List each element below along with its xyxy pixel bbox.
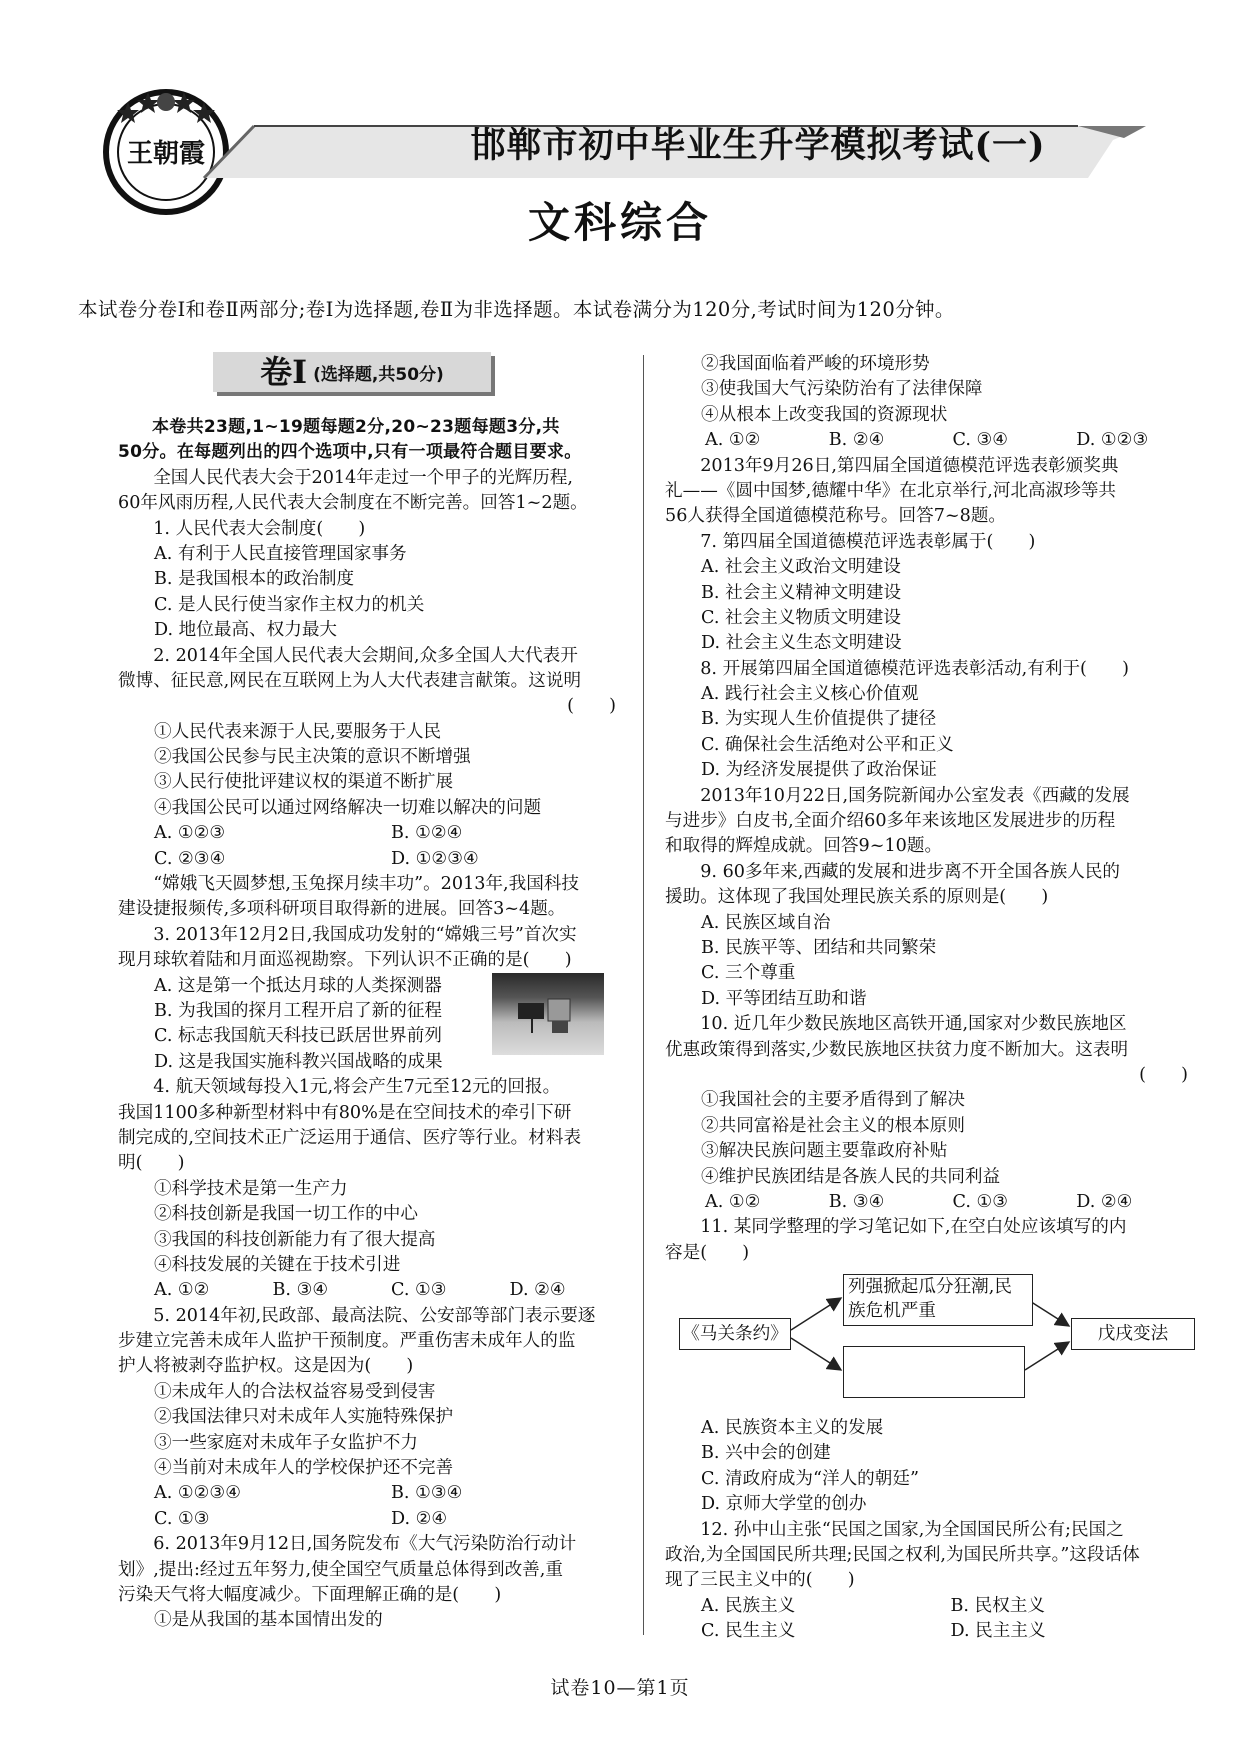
flow-box-blank [843, 1346, 1025, 1398]
option: D. 地位最高、权力最大 [154, 620, 338, 641]
subject-title: 文科综合 [527, 198, 712, 247]
passage-line: “嫦娥飞天圆梦想,玉兔探月续丰功”。2013年,我国科技 [153, 874, 580, 895]
exam-intro: 本试卷分卷Ⅰ和卷Ⅱ两部分;卷Ⅰ为选择题,卷Ⅱ为非选择题。本试卷满分为120分,考试时间为120分钟。 [78, 298, 955, 321]
flow-diagram [665, 1270, 1200, 1410]
statement: ①科学技术是第一生产力 [154, 1178, 348, 1199]
option: C. 标志我国航天科技已跃居世界前列 [154, 1026, 442, 1047]
option: C. ①③ [154, 1508, 210, 1529]
passage-line: 2013年10月22日,国务院新闻办公室发表《西藏的发展 [700, 785, 1130, 806]
option: D. ①②③④ [391, 848, 479, 869]
option: A. ①②③④ [154, 1483, 241, 1504]
option: C. 三个尊重 [701, 963, 796, 984]
statement: ②我国面临着严峻的环境形势 [701, 354, 930, 374]
option-row [665, 1619, 1200, 1644]
statement: ②科技创新是我国一切工作的中心 [154, 1204, 418, 1225]
statement: ④我国公民可以通过网络解决一切难以解决的问题 [154, 797, 542, 818]
option: D. 社会主义生态文明建设 [701, 633, 902, 654]
question-12-stem: 现了三民主义中的( ) [665, 1570, 855, 1591]
option: A. ①②③ [154, 823, 226, 844]
question-3-stem: 3. 2013年12月2日,我国成功发射的“嫦娥三号”首次实 [153, 924, 577, 945]
option-row [118, 1278, 628, 1303]
statement: ③人民行使批评建议权的渠道不断扩展 [154, 772, 454, 793]
statement: ④维护民族团结是各族人民的共同利益 [701, 1166, 1001, 1187]
option: A. 社会主义政治文明建设 [701, 557, 901, 578]
question-2-stem: 微博、征民意,网民在互联网上为人大代表建言献策。这说明 [118, 670, 582, 691]
option: C. ①③ [952, 1191, 1009, 1212]
option-row [118, 821, 628, 846]
logo-text: 王朝霞 [126, 139, 206, 169]
question-12-stem: 政治,为全国国民所共理;民国之权利,为国民所共享。”这段话体 [665, 1545, 1140, 1566]
option-row [118, 847, 628, 872]
option: A. 有利于人民直接管理国家事务 [154, 543, 407, 564]
statement: ③我国的科技创新能力有了很大提高 [154, 1229, 436, 1250]
question-10-stem: 10. 近几年少数民族地区高铁开通,国家对少数民族地区 [700, 1014, 1127, 1035]
passage-line: 全国人民代表大会于2014年走过一个甲子的光辉历程, [153, 467, 574, 488]
flow-box-treaty: 《马关条约》 [679, 1318, 791, 1350]
statement: ④当前对未成年人的学校保护还不完善 [154, 1458, 454, 1479]
option: C. ③④ [952, 430, 1009, 451]
option: C. 是人民行使当家作主权力的机关 [154, 594, 425, 615]
option: B. ③④ [828, 1191, 885, 1212]
section-badge [213, 352, 491, 392]
page-footer: 试卷10—第1页 [550, 1677, 690, 1699]
option: D. 民主主义 [950, 1621, 1046, 1642]
option: B. ①③④ [391, 1483, 463, 1504]
option: A. ①② [154, 1280, 210, 1301]
question-6-stem: 划》,提出:经过五年努力,使全国空气质量总体得到改善,重 [118, 1559, 563, 1580]
question-4-stem: 我国1100多种新型材料中有80%是在空间技术的牵引下研 [118, 1102, 572, 1123]
option: B. 是我国根本的政治制度 [154, 569, 355, 590]
option: C. 民生主义 [701, 1621, 796, 1642]
option: D. 为经济发展提供了政治保证 [701, 760, 937, 781]
option: A. 民族资本主义的发展 [701, 1418, 884, 1439]
option: D. ②④ [1076, 1191, 1133, 1212]
answer-paren: ( ) [1139, 1064, 1188, 1085]
right-column [665, 352, 1200, 1645]
question-8-stem: 8. 开展第四届全国道德模范评选表彰活动,有利于( ) [700, 658, 1129, 679]
option: A. 民族区域自治 [701, 912, 831, 933]
statement: ②我国法律只对未成年人实施特殊保护 [154, 1407, 454, 1428]
option: B. 民族平等、团结和共同繁荣 [701, 937, 937, 958]
question-5-stem: 步建立完善未成年人监护干预制度。严重伤害未成年人的监 [118, 1331, 576, 1352]
option: B. ③④ [272, 1280, 329, 1301]
option: D. ①②③ [1076, 430, 1149, 451]
passage-line: 礼——《圆中国梦,德耀中华》在北京举行,河北高淑珍等共 [665, 480, 1117, 501]
passage-line: 2013年9月26日,第四届全国道德模范评选表彰颁奖典 [700, 455, 1119, 476]
option: B. 为实现人生价值提供了捷径 [701, 709, 937, 730]
question-6-stem: 污染天气将大幅度减少。下面理解正确的是( ) [118, 1584, 502, 1605]
question-9-stem: 9. 60多年来,西藏的发展和进步离不开全国各族人民的 [700, 861, 1121, 882]
statement: ④从根本上改变我国的资源现状 [701, 404, 948, 425]
section-title: 卷Ⅰ [260, 353, 308, 391]
option: A. 民族主义 [701, 1595, 796, 1616]
question-11-stem: 容是( ) [665, 1242, 750, 1263]
option: A. 这是第一个抵达月球的人类探测器 [154, 975, 442, 996]
option: C. 社会主义物质文明建设 [701, 607, 901, 628]
option: A. 践行社会主义核心价值观 [701, 684, 919, 705]
passage-line: 56人获得全国道德模范称号。回答7~8题。 [665, 506, 1007, 527]
statement: ①人民代表来源于人民,要服务于人民 [154, 721, 442, 742]
option: B. 民权主义 [950, 1595, 1045, 1616]
option: C. 清政府成为“洋人的朝廷” [701, 1468, 919, 1489]
option-row [665, 1190, 1200, 1215]
statement: ①我国社会的主要矛盾得到了解决 [701, 1090, 965, 1111]
option: D. 平等团结互助和谐 [701, 988, 867, 1009]
instruction-line: 50分。在每题列出的四个选项中,只有一项最符合题目要求。 [118, 442, 582, 463]
option: C. 确保社会生活绝对公平和正义 [701, 734, 954, 755]
option: D. ②④ [391, 1508, 448, 1529]
option-row [118, 1507, 628, 1532]
question-5-stem: 5. 2014年初,民政部、最高法院、公安部等部门表示要逐 [153, 1305, 596, 1326]
statement: ②共同富裕是社会主义的根本原则 [701, 1115, 965, 1136]
answer-paren: ( ) [567, 696, 616, 717]
option: D. 这是我国实施科教兴国战略的成果 [154, 1051, 443, 1072]
question-6-stem: 6. 2013年9月12日,国务院发布《大气污染防治行动计 [153, 1534, 577, 1555]
section-subtitle: (选择题,共50分) [313, 364, 444, 385]
option: A. ①② [705, 430, 761, 451]
instruction-line: 本卷共23题,1~19题每题2分,20~23题每题3分,共 [152, 417, 560, 437]
statement: ③解决民族问题主要靠政府补贴 [701, 1141, 948, 1162]
question-7-stem: 7. 第四届全国道德模范评选表彰属于( ) [700, 531, 1036, 552]
option: C. ①③ [391, 1280, 447, 1301]
option: A. ①② [705, 1191, 761, 1212]
flow-box-crisis: 列强掀起瓜分狂潮,民族危机严重 [843, 1274, 1033, 1326]
passage-line: 与进步》白皮书,全面介绍60多年来该地区发展进步的历程 [665, 811, 1116, 832]
statement: ①未成年人的合法权益容易受到侵害 [154, 1381, 436, 1402]
option-row [665, 1594, 1200, 1619]
column-divider [643, 355, 644, 1635]
question-10-stem: 优惠政策得到落实,少数民族地区扶贫力度不断加大。这表明 [665, 1039, 1129, 1060]
question-1-stem: 1. 人民代表大会制度( ) [153, 518, 366, 539]
question-9-stem: 援助。这体现了我国处理民族关系的原则是( ) [665, 887, 1049, 908]
question-4-stem: 4. 航天领域每投入1元,将会产生7元至12元的回报。 [153, 1077, 561, 1098]
option-row [118, 1481, 628, 1506]
option: B. ①②④ [391, 823, 463, 844]
question-11-stem: 11. 某同学整理的学习笔记如下,在空白处应该填写的内 [700, 1217, 1127, 1238]
question-12-stem: 12. 孙中山主张“民国之国家,为全国国民所公有;民国之 [700, 1519, 1124, 1540]
option: B. 为我国的探月工程开启了新的征程 [154, 1000, 443, 1021]
statement: ②我国公民参与民主决策的意识不断增强 [154, 747, 471, 768]
exam-title: 邯郸市初中毕业生升学模拟考试(一) [470, 125, 1046, 166]
question-4-stem: 制完成的,空间技术正广泛运用于通信、医疗等行业。材料表 [118, 1127, 582, 1148]
question-5-stem: 护人将被剥夺监护权。这是因为( ) [118, 1356, 414, 1377]
statement: ④科技发展的关键在于技术引进 [154, 1254, 401, 1275]
passage-line: 和取得的辉煌成就。回答9~10题。 [665, 836, 943, 857]
passage-line: 60年风雨历程,人民代表大会制度在不断完善。回答1~2题。 [118, 493, 588, 514]
question-2-stem: 2. 2014年全国人民代表大会期间,众多全国人大代表开 [153, 645, 578, 666]
question-4-stem: 明( ) [118, 1153, 185, 1174]
option: B. ②④ [828, 430, 885, 451]
statement: ③一些家庭对未成年子女监护不力 [154, 1432, 418, 1453]
statement: ①是从我国的基本国情出发的 [154, 1610, 383, 1631]
option: B. 社会主义精神文明建设 [701, 582, 902, 603]
option: D. ②④ [509, 1280, 566, 1301]
option: C. ②③④ [154, 848, 226, 869]
flow-box-reform: 戊戌变法 [1071, 1318, 1195, 1350]
option: B. 兴中会的创建 [701, 1443, 831, 1464]
statement: ③使我国大气污染防治有了法律保障 [701, 379, 983, 400]
option: D. 京师大学堂的创办 [701, 1494, 867, 1515]
option-row [665, 428, 1200, 453]
question-3-stem: 现月球软着陆和月面巡视勘察。下列认识不正确的是( ) [118, 950, 572, 971]
lunar-rover-photo [492, 973, 604, 1055]
passage-line: 建设捷报频传,多项科研项目取得新的进展。回答3~4题。 [118, 899, 566, 920]
